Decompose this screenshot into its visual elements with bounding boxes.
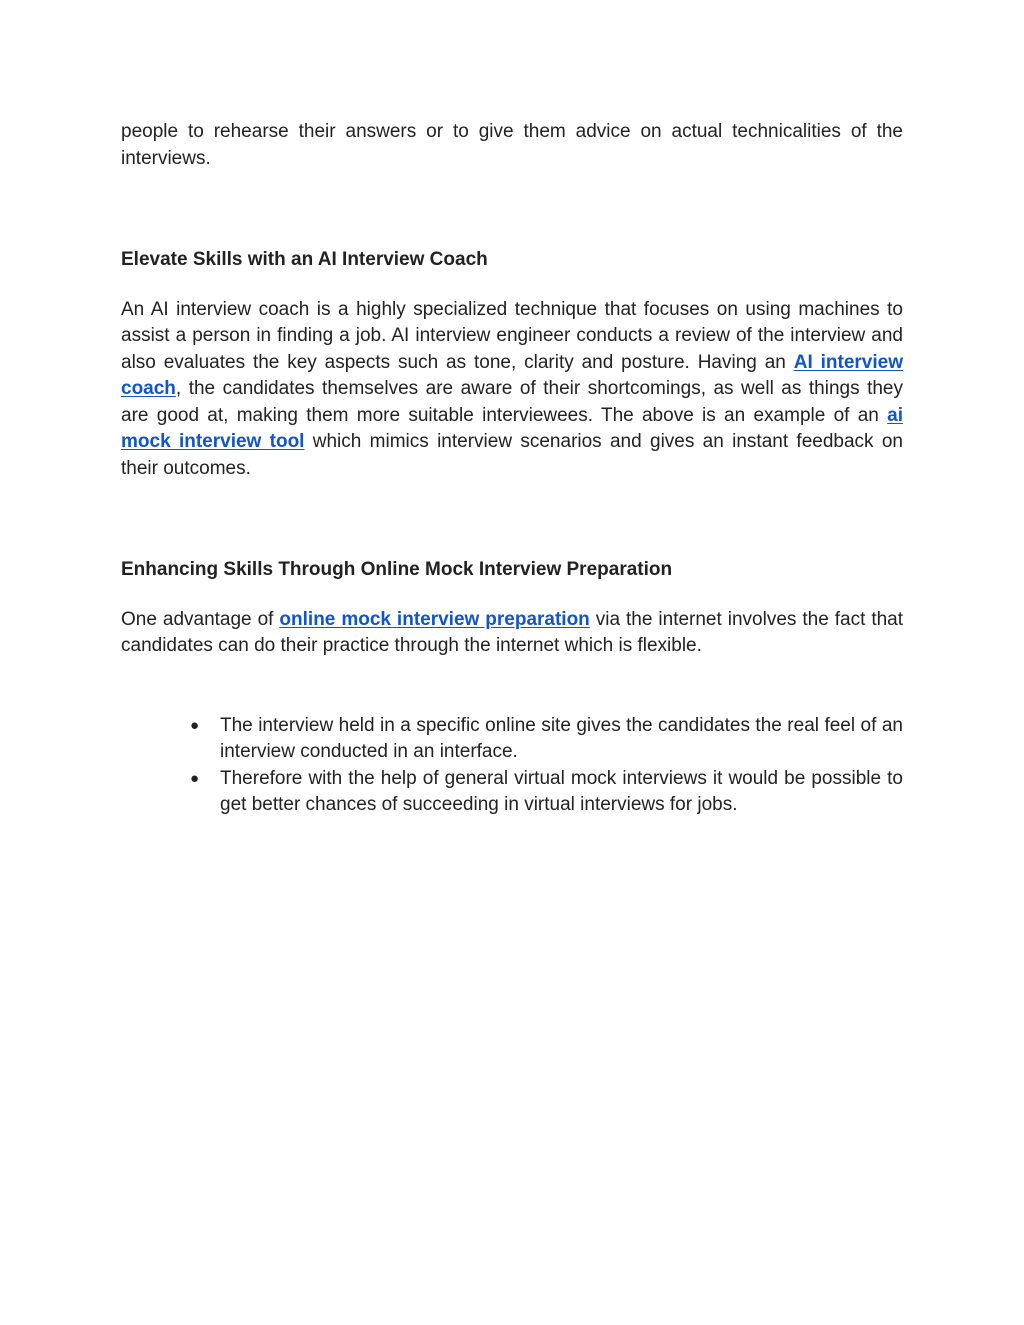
list-item-text: The interview held in a specific online site gives the candidates the real feel of an interview conducted in an interface.: [220, 714, 903, 762]
online-mock-paragraph: [121, 607, 903, 660]
list-item: [190, 713, 903, 766]
section-heading-online-mock: Enhancing Skills Through Online Mock Interview Preparation: [121, 559, 673, 580]
section-heading-ai-coach: Elevate Skills with an AI Interview Coach: [121, 249, 488, 270]
intro-paragraph: people to rehearse their answers or to give them advice on actual technicalities of the interviews.: [121, 121, 903, 169]
list-item-text: Therefore with the help of general virtual mock interviews it would be possible to get better chances of succeeding in virtual interviews for jobs.: [220, 767, 903, 815]
ai-interview-coach-link[interactable]: AI interview coach: [121, 351, 903, 399]
online-mock-interview-preparation-link[interactable]: online mock interview preparation: [279, 608, 590, 630]
bullet-icon: ●: [190, 769, 200, 787]
list-item: [190, 766, 903, 819]
bullet-icon: ●: [190, 716, 200, 734]
online-mock-text-part-1: One advantage of: [121, 608, 280, 630]
online-mock-text-part-2: via the internet involves the fact that candidates can do their practice through the internet which is flexible.: [121, 608, 904, 656]
ai-mock-interview-tool-link[interactable]: ai mock interview tool: [121, 404, 903, 452]
ai-coach-text-part-3: which mimics interview scenarios and gives an instant feedback on their outcomes.: [121, 431, 903, 479]
ai-coach-text-part-1: An AI interview coach is a highly specialized technique that focuses on using machines to assist a person in finding a job. AI interview engineer conducts a review of the interview and also evaluates the key aspects such as tone, clarity and posture. Having an: [121, 298, 903, 373]
bullet-list: [121, 713, 903, 819]
document-page: [121, 117, 903, 819]
ai-coach-paragraph: [121, 297, 903, 483]
ai-coach-text-part-2: , the candidates themselves are aware of their shortcomings, as well as things they are good at, making them more suitable interviewees. The above is an example of an: [121, 378, 903, 426]
